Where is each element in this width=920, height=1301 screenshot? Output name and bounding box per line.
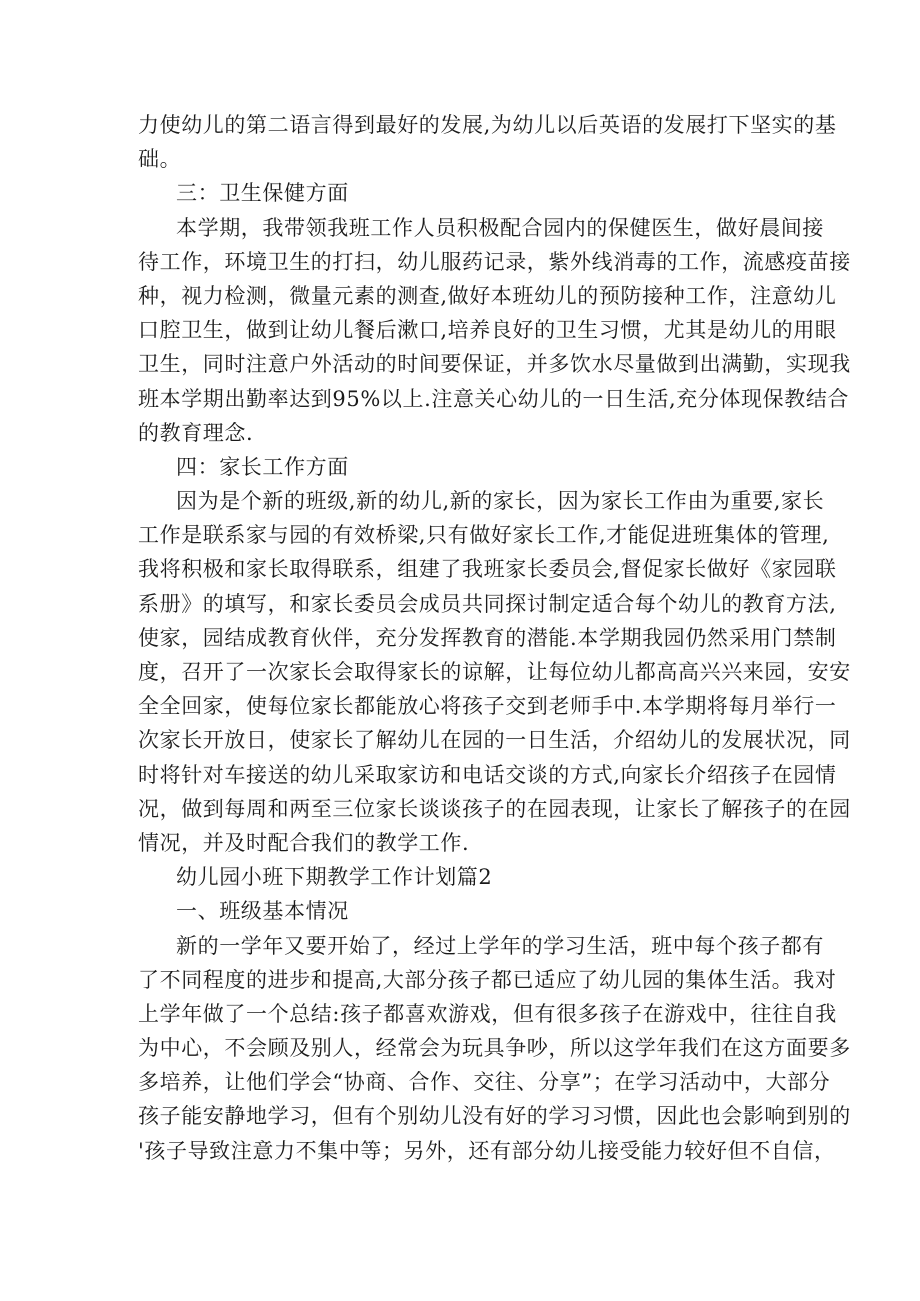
- text-line: 班本学期出勤率达到95%以上.注意关心幼儿的一日生活,充分体现保教结合: [138, 386, 850, 411]
- text-line: 使家，园结成教育伙伴，充分发挥教育的潜能.本学期我园仍然采用门禁制: [138, 625, 837, 650]
- text-line: 本学期，我带领我班工作人员积极配合园内的保健医生，做好晨间接: [176, 215, 824, 240]
- text-line: 待工作，环境卫生的打扫，幼儿服药记录，紫外线消毒的工作，流感疫苗接: [138, 249, 851, 274]
- text-line: 础。: [138, 147, 182, 172]
- text-line: 新的一学年又要开始了，经过上学年的学习生活，班中每个孩子都有: [176, 933, 824, 958]
- text-line: 情况，并及时配合我们的教学工作.: [138, 830, 470, 855]
- text-line: 的教育理念.: [138, 420, 254, 445]
- section-heading: 一、班级基本情况: [176, 899, 349, 924]
- text-line: 系册》的填写，和家长委员会成员共同探讨制定适合每个幼儿的教育方法,: [138, 591, 837, 616]
- text-line: 种，视力检测，微量元素的测查,做好本班幼儿的预防接种工作，注意幼儿: [138, 283, 837, 308]
- document-page: [138, 108, 851, 1168]
- text-line: 为中心，不会顾及别人，经常会为玩具争吵，所以这学年我们在这方面要多: [138, 1036, 851, 1061]
- text-line: 次家长开放日，使家长了解幼儿在园的一日生活，介绍幼儿的发展状况，同: [138, 728, 851, 753]
- text-line: 度，召开了一次家长会取得家长的谅解，让每位幼儿都高高兴兴来园，安安: [138, 660, 851, 684]
- article-title: 幼儿园小班下期教学工作计划篇2: [176, 865, 493, 890]
- text-line: 了不同程度的进步和提高,大部分孩子都已适应了幼儿园的集体生活。我对: [138, 967, 837, 992]
- text-line: 我将积极和家长取得联系，组建了我班家长委员会,督促家长做好《家园联: [138, 557, 837, 582]
- text-line: 因为是个新的班级,新的幼儿,新的家长，因为家长工作由为重要,家长: [176, 489, 825, 514]
- text-line: '孩子导致注意力不集中等；另外，还有部分幼儿接受能力较好但不自信，: [138, 1138, 836, 1163]
- section-heading: 四：家长工作方面: [176, 454, 349, 479]
- text-line: 力使幼儿的第二语言得到最好的发展,为幼儿以后英语的发展打下坚实的基: [138, 113, 837, 137]
- text-line: 工作是联系家与园的有效桥梁,只有做好家长工作,才能促进班集体的管理,: [138, 523, 830, 548]
- text-line: 孩子能安静地学习，但有个别幼儿没有好的学习习惯，因此也会影响到别的: [138, 1104, 851, 1129]
- text-line: 多培养，让他们学会“协商、合作、交往、分享”；在学习活动中，大部分: [138, 1070, 831, 1095]
- text-line: 卫生，同时注意户外活动的时间要保证，并多饮水尽量做到出满勤，实现我: [138, 352, 851, 377]
- text-line: 全全回家，使每位家长都能放心将孩子交到老师手中.本学期将每月举行一: [138, 694, 837, 719]
- text-line: 时将针对车接送的幼儿采取家访和电话交谈的方式,向家长介绍孩子在园情: [138, 762, 837, 787]
- section-heading: 三：卫生保健方面: [176, 181, 349, 206]
- text-line: 上学年做了一个总结:孩子都喜欢游戏，但有很多孩子在游戏中，往往自我: [138, 1001, 837, 1026]
- text-line: 况，做到每周和两至三位家长谈谈孩子的在园表现，让家长了解孩子的在园: [138, 796, 851, 821]
- text-line: 口腔卫生，做到让幼儿餐后漱口,培养良好的卫生习惯，尤其是幼儿的用眼: [138, 318, 837, 343]
